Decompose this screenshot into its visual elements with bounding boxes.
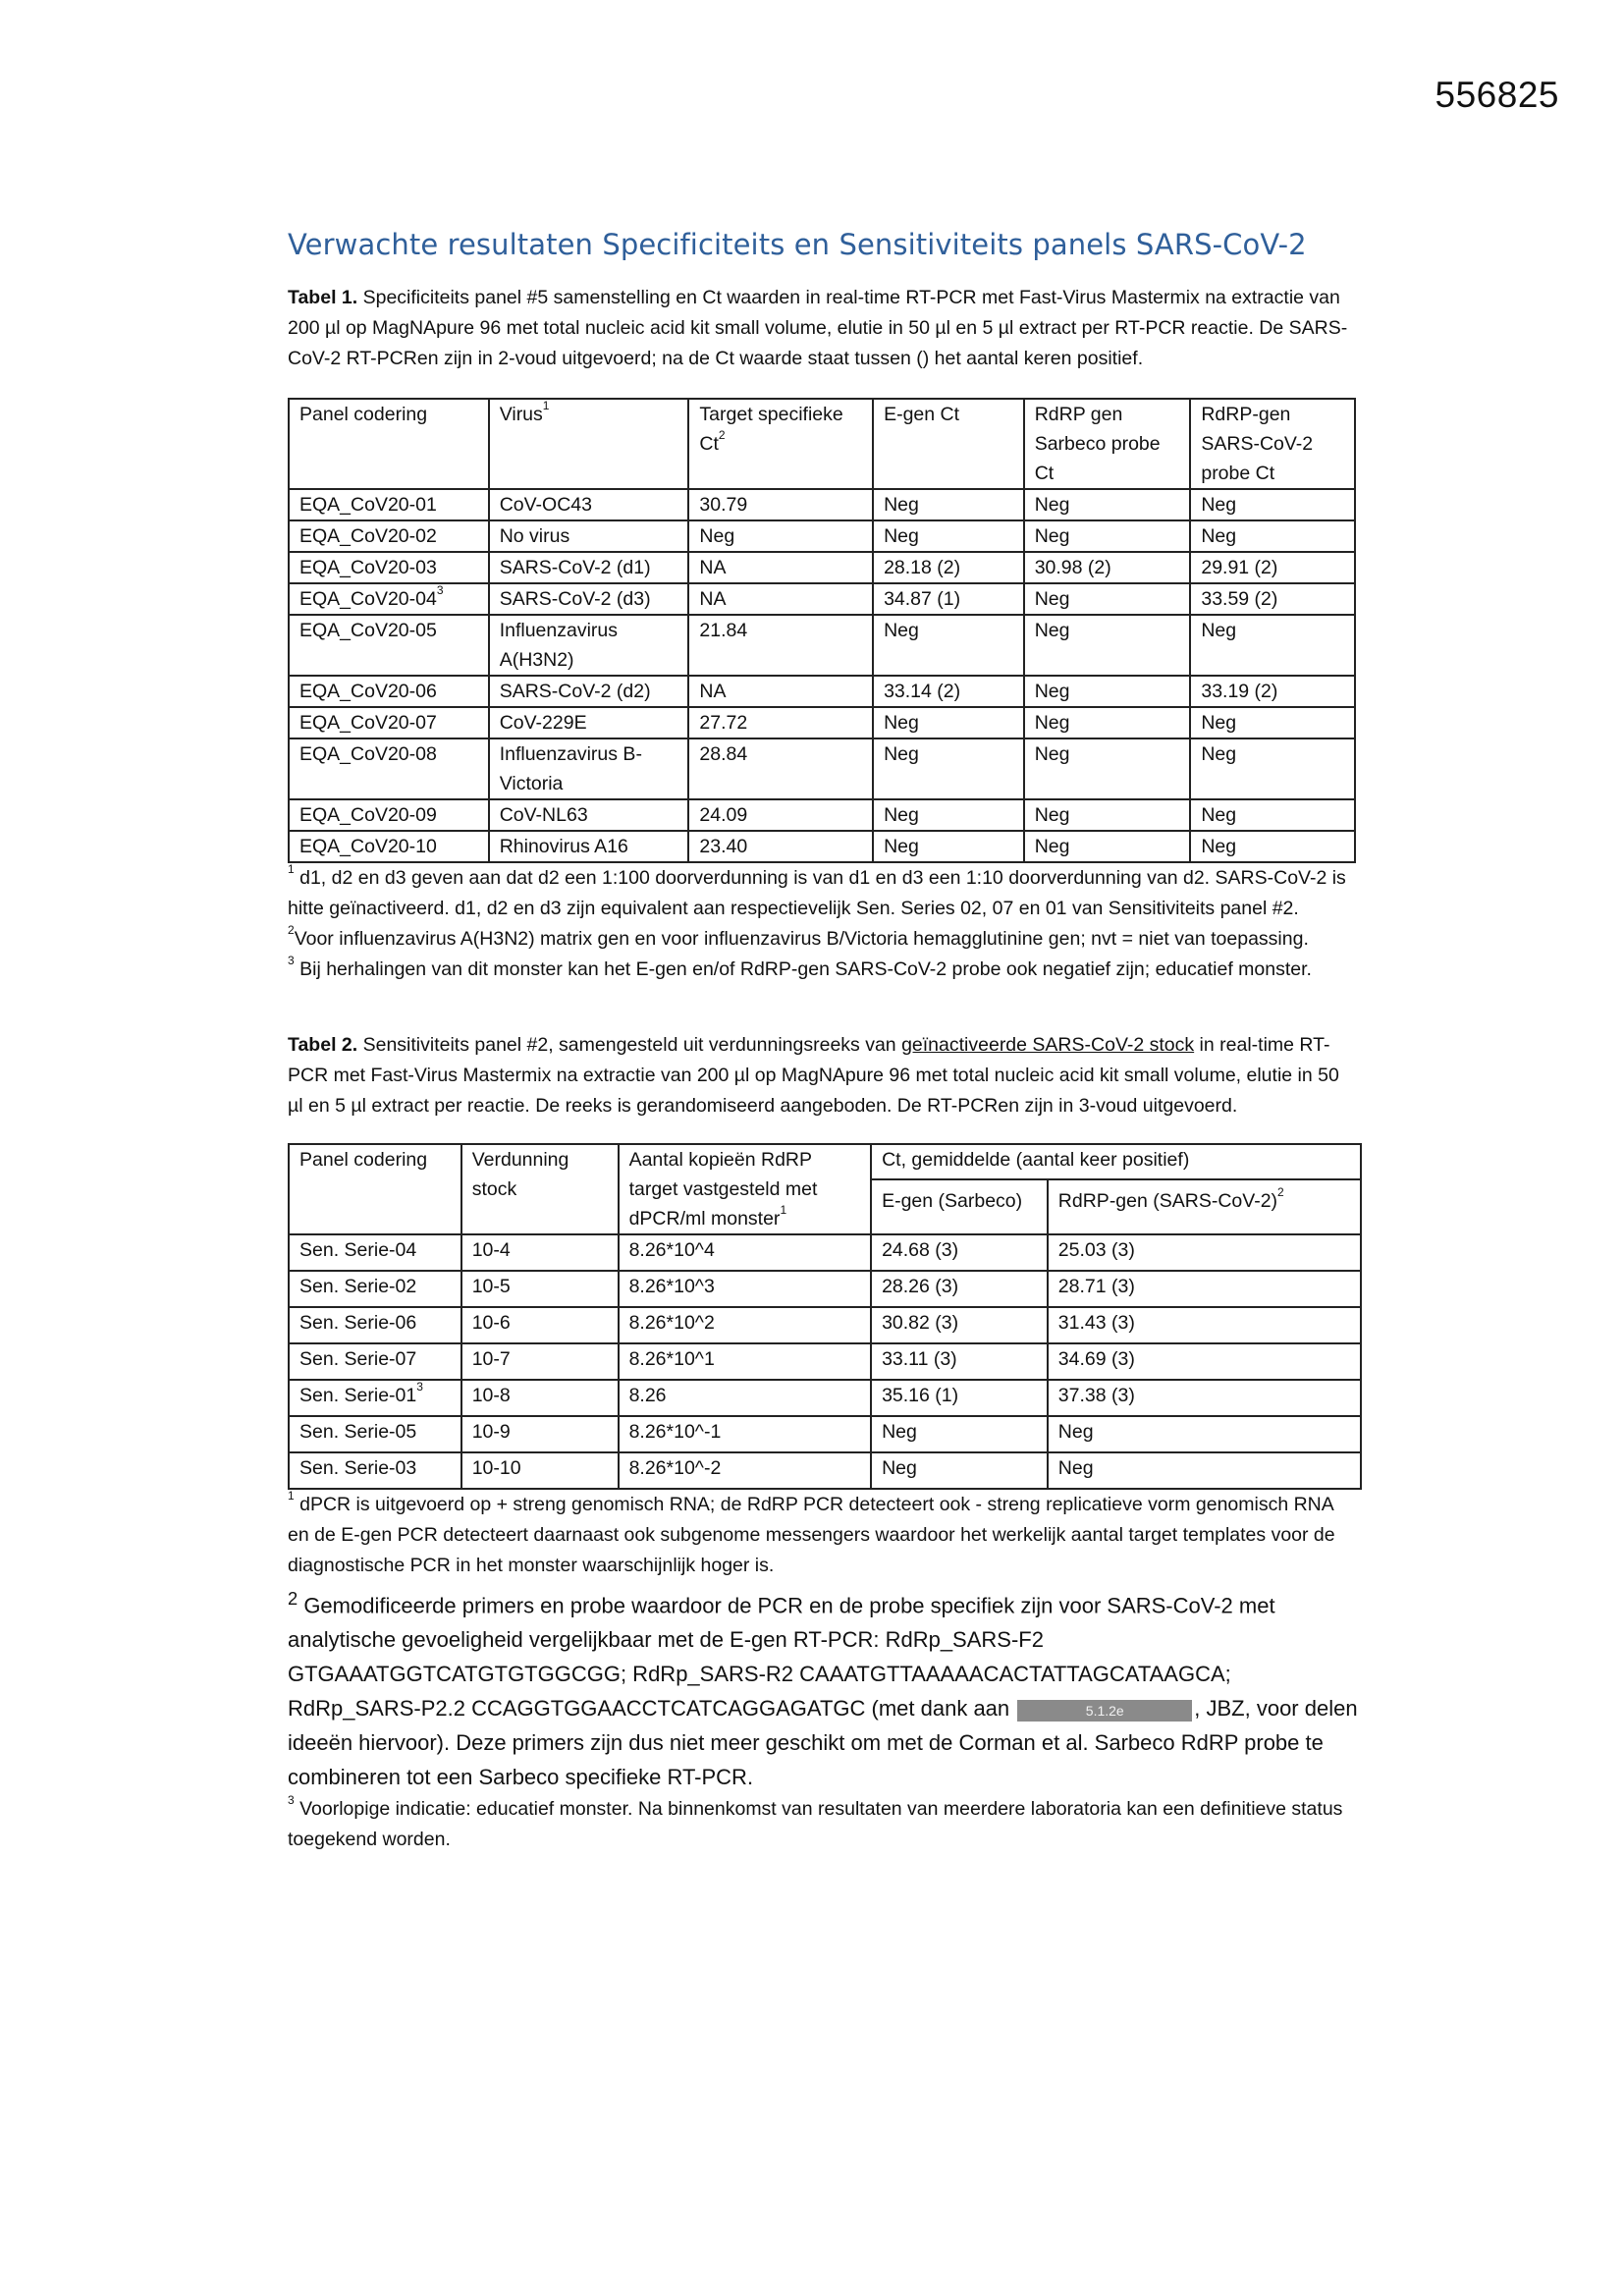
document-body — [288, 228, 1358, 1855]
table-row — [289, 1452, 1361, 1489]
table-row — [289, 799, 1355, 831]
cell-panel: Sen. Serie-03 — [289, 1452, 461, 1489]
cell-rdrp: 28.71 (3) — [1048, 1271, 1361, 1307]
cell-virus: SARS-CoV-2 (d3) — [489, 583, 689, 615]
table-header-row — [289, 399, 1355, 489]
cell-virus: CoV-OC43 — [489, 489, 689, 520]
cell-sarbeco: Neg — [1024, 831, 1191, 862]
table2-footnote-1: $^1$ dPCR is uitgevoerd op + streng genomisch RNA; de RdRP PCR detecteert ook - streng replicatieve vorm genomisch RNA en de E-gen PCR detecteert daarnaast ook subgenome messengers waardoor het werkelijk aantal target templates voor de diagnostische PCR in het monster waarschijnlijk hoger is. — [288, 1489, 1335, 1576]
cell-target: NA — [688, 552, 873, 583]
cell-virus: CoV-229E — [489, 707, 689, 738]
cell-panel: Sen. Serie-04 — [289, 1234, 461, 1271]
cell-sarbeco: Neg — [1024, 615, 1191, 676]
cell-dilution: 10-10 — [461, 1452, 619, 1489]
cell-egen: Neg — [871, 1416, 1048, 1452]
cell-panel: Sen. Serie-$01^3$ — [289, 1380, 461, 1416]
cell-sars: Neg — [1190, 615, 1355, 676]
table-row — [289, 707, 1355, 738]
cell-sars: Neg — [1190, 799, 1355, 831]
table2-caption-label: Tabel 2. — [288, 1034, 358, 1056]
cell-target: 28.84 — [688, 738, 873, 799]
sensitivity-table — [288, 1143, 1362, 1490]
cell-target: NA — [688, 583, 873, 615]
cell-egen: 34.87 (1) — [873, 583, 1024, 615]
table-header-row — [289, 1144, 1361, 1179]
cell-virus: SARS-CoV-2 (d1) — [489, 552, 689, 583]
cell-sars: Neg — [1190, 520, 1355, 552]
header-egen: E-gen (Sarbeco) — [871, 1179, 1048, 1234]
cell-sarbeco: Neg — [1024, 707, 1191, 738]
specificity-table — [288, 398, 1356, 863]
table2-footnote-2: $^2$ Gemodificeerde primers en probe waardoor de PCR en de probe specifiek zijn voor SARS-CoV-2 met analytische gevoeligheid vergelijkbaar met de E-gen RT-PCR: RdRp_SARS-F2 GTGAAATGGTCATGTGTGGCGG; RdRp_SARS-R2 CAAATGTTAAAAACACTATTAGCATAAGCA; RdRp_SARS-P2.2 CCAGGTGGAACCTCATCAGGAGATGC (met dank aan 5.1.2e , JBZ, voor delen ideeën hiervoor). Deze primers zijn dus niet meer geschikt om met de Corman et al. Sarbeco RdRP probe te combineren tot een Sarbeco specifieke RT-PCR. — [288, 1588, 1358, 1790]
cell-panel: EQA_CoV20-05 — [289, 615, 489, 676]
cell-sarbeco: Neg — [1024, 583, 1191, 615]
document-number: 556825 — [1435, 75, 1559, 115]
table1-caption — [288, 283, 1358, 374]
header-target: Target specifieke Ct$^2$ — [688, 399, 873, 489]
cell-copies: 8.26*10^-2 — [619, 1452, 872, 1489]
cell-egen: 30.82 (3) — [871, 1307, 1048, 1343]
header-ct-group: Ct, gemiddelde (aantal keer positief) — [871, 1144, 1361, 1179]
header-copies: Aantal kopieën RdRP target vastgesteld met dPCR/ml monster$^1$ — [619, 1144, 872, 1234]
cell-copies: 8.26*10^-1 — [619, 1416, 872, 1452]
table-row — [289, 1307, 1361, 1343]
cell-rdrp: 34.69 (3) — [1048, 1343, 1361, 1380]
cell-target: 30.79 — [688, 489, 873, 520]
cell-copies: 8.26*10^3 — [619, 1271, 872, 1307]
cell-rdrp: Neg — [1048, 1452, 1361, 1489]
cell-egen: Neg — [873, 738, 1024, 799]
cell-virus: Influenzavirus B-Victoria — [489, 738, 689, 799]
cell-target: 27.72 — [688, 707, 873, 738]
cell-copies: 8.26*10^4 — [619, 1234, 872, 1271]
cell-dilution: 10-9 — [461, 1416, 619, 1452]
table-row — [289, 738, 1355, 799]
cell-target: 23.40 — [688, 831, 873, 862]
header-panel: Panel codering — [289, 399, 489, 489]
cell-copies: 8.26*10^2 — [619, 1307, 872, 1343]
table1-footnote-1: $^1$ d1, d2 en d3 geven aan dat d2 een 1:100 doorverdunning is van d1 en d3 een 1:10 doorverdunning van d2. SARS-CoV-2 is hitte geïnactiveerd. d1, d2 en d3 zijn equivalent aan respectievelijk Sen. Series 02, 07 en 01 van Sensitiviteits panel #2. — [288, 862, 1346, 919]
header-dilution: Verdunning stock — [461, 1144, 619, 1234]
cell-panel: EQA_CoV20-09 — [289, 799, 489, 831]
cell-target: 21.84 — [688, 615, 873, 676]
cell-sars: 29.91 (2) — [1190, 552, 1355, 583]
cell-sars: 33.59 (2) — [1190, 583, 1355, 615]
cell-egen: Neg — [873, 520, 1024, 552]
cell-copies: 8.26*10^1 — [619, 1343, 872, 1380]
table2-caption: Tabel 2. Sensitiviteits panel #2, samengesteld uit verdunningsreeks van geïnactiveerde SARS-CoV-2 stock in real-time RT-PCR met Fast-Virus Mastermix na extractie van 200 µl op MagNApure 96 met total nucleic acid kit small volume, elutie in 50 µl en 5 µl extract per reactie. De reeks is gerandomiseerd aangeboden. De RT-PCRen zijn in 3-voud uitgevoerd. — [288, 1034, 1339, 1117]
header-panel: Panel codering — [289, 1144, 461, 1234]
cell-rdrp: 25.03 (3) — [1048, 1234, 1361, 1271]
cell-rdrp: 37.38 (3) — [1048, 1380, 1361, 1416]
cell-panel: EQA_CoV20-08 — [289, 738, 489, 799]
redaction-box: 5.1.2e — [1017, 1700, 1192, 1722]
table-row — [289, 676, 1355, 707]
table-row — [289, 489, 1355, 520]
cell-egen: 28.18 (2) — [873, 552, 1024, 583]
cell-egen: Neg — [873, 489, 1024, 520]
table-row — [289, 1343, 1361, 1380]
cell-egen: 24.68 (3) — [871, 1234, 1048, 1271]
cell-panel: EQA_CoV20-01 — [289, 489, 489, 520]
cell-target: NA — [688, 676, 873, 707]
cell-panel: Sen. Serie-05 — [289, 1416, 461, 1452]
table-row — [289, 1234, 1361, 1271]
cell-egen: 28.26 (3) — [871, 1271, 1048, 1307]
table1-caption-label: Tabel 1. — [288, 287, 358, 308]
cell-egen: Neg — [873, 707, 1024, 738]
table1-caption-text: Specificiteits panel #5 samenstelling en Ct waarden in real-time RT-PCR met Fast-Virus Mastermix na extractie van 200 µl op MagNApure 96 met total nucleic acid kit small volume, elutie in 50 µl en 5 µl extract per RT-PCR reactie. De SARS-CoV-2 RT-PCRen zijn in 2-voud uitgevoerd; na de Ct waarde staat tussen () het aantal keren positief. — [288, 287, 1348, 369]
cell-panel: Sen. Serie-02 — [289, 1271, 461, 1307]
cell-egen: 33.14 (2) — [873, 676, 1024, 707]
cell-egen: 35.16 (1) — [871, 1380, 1048, 1416]
cell-panel: Sen. Serie-07 — [289, 1343, 461, 1380]
cell-virus: Rhinovirus A16 — [489, 831, 689, 862]
header-egen: E-gen Ct — [873, 399, 1024, 489]
table-row — [289, 583, 1355, 615]
cell-target: Neg — [688, 520, 873, 552]
cell-sars: Neg — [1190, 489, 1355, 520]
table-row — [289, 1380, 1361, 1416]
cell-egen: Neg — [873, 831, 1024, 862]
cell-panel: EQA_CoV20-07 — [289, 707, 489, 738]
cell-dilution: 10-6 — [461, 1307, 619, 1343]
table-row — [289, 615, 1355, 676]
cell-dilution: 10-8 — [461, 1380, 619, 1416]
page-title: Verwachte resultaten Specificiteits en Sensitiviteits panels SARS-CoV-2 — [288, 228, 1307, 261]
cell-egen: 33.11 (3) — [871, 1343, 1048, 1380]
cell-target: 24.09 — [688, 799, 873, 831]
table2-caption-underlined: geïnactiveerde SARS-CoV-2 stock — [901, 1034, 1195, 1056]
cell-dilution: 10-7 — [461, 1343, 619, 1380]
cell-rdrp: 31.43 (3) — [1048, 1307, 1361, 1343]
cell-panel: EQA_CoV20-06 — [289, 676, 489, 707]
cell-sarbeco: 30.98 (2) — [1024, 552, 1191, 583]
cell-rdrp: Neg — [1048, 1416, 1361, 1452]
table-row — [289, 1416, 1361, 1452]
table-row — [289, 520, 1355, 552]
cell-sarbeco: Neg — [1024, 489, 1191, 520]
header-rdrp-sars: RdRP-gen SARS-CoV-2 probe Ct — [1190, 399, 1355, 489]
cell-virus: No virus — [489, 520, 689, 552]
cell-virus: SARS-CoV-2 (d2) — [489, 676, 689, 707]
table-row — [289, 831, 1355, 862]
cell-sarbeco: Neg — [1024, 799, 1191, 831]
cell-panel: $EQA\_CoV20-04^3$ — [289, 583, 489, 615]
header-rdrp: RdRP-gen (SARS-CoV-2)$^2$ — [1048, 1179, 1361, 1234]
cell-egen: Neg — [871, 1452, 1048, 1489]
cell-sars: Neg — [1190, 831, 1355, 862]
cell-sars: Neg — [1190, 738, 1355, 799]
header-rdrp-sarbeco: RdRP gen Sarbeco probe Ct — [1024, 399, 1191, 489]
cell-panel: EQA_CoV20-10 — [289, 831, 489, 862]
cell-panel: EQA_CoV20-03 — [289, 552, 489, 583]
cell-dilution: 10-5 — [461, 1271, 619, 1307]
table1-footnote-3: $^3$ Bij herhalingen van dit monster kan het E-gen en/of RdRP-gen SARS-CoV-2 probe ook negatief zijn; educatief monster. — [288, 954, 1312, 980]
table2-footnote-3: $^3$ Voorlopige indicatie: educatief monster. Na binnenkomst van resultaten van meerdere laboratoria kan een definitieve status toegekend worden. — [288, 1793, 1343, 1851]
cell-panel: EQA_CoV20-02 — [289, 520, 489, 552]
table1-footnote-2: $^2$Voor influenzavirus A(H3N2) matrix gen en voor influenzavirus B/Victoria hemagglutinine gen; nvt = niet van toepassing. — [288, 923, 1309, 950]
cell-sars: Neg — [1190, 707, 1355, 738]
header-virus: Virus$^1$ — [489, 399, 689, 489]
cell-egen: Neg — [873, 615, 1024, 676]
cell-dilution: 10-4 — [461, 1234, 619, 1271]
cell-copies: 8.26 — [619, 1380, 872, 1416]
table-row — [289, 1271, 1361, 1307]
table-row — [289, 552, 1355, 583]
cell-virus: Influenzavirus A(H3N2) — [489, 615, 689, 676]
cell-sarbeco: Neg — [1024, 520, 1191, 552]
cell-sarbeco: Neg — [1024, 676, 1191, 707]
cell-egen: Neg — [873, 799, 1024, 831]
cell-sarbeco: Neg — [1024, 738, 1191, 799]
cell-sars: 33.19 (2) — [1190, 676, 1355, 707]
cell-panel: Sen. Serie-06 — [289, 1307, 461, 1343]
cell-virus: CoV-NL63 — [489, 799, 689, 831]
